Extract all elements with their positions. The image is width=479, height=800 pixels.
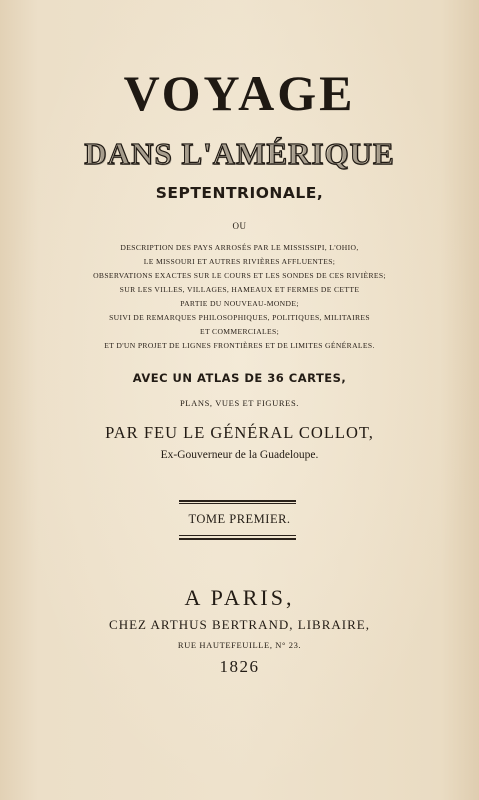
imprint-year: 1826	[219, 657, 260, 676]
imprint-publisher: CHEZ ARTHUS BERTRAND, LIBRAIRE,	[109, 617, 370, 632]
author-name: PAR FEU LE GÉNÉRAL COLLOT,	[105, 423, 374, 442]
bottom-rule-thin	[179, 535, 296, 536]
description-line: LE MISSOURI ET AUTRES RIVIÈRES AFFLUENTES;	[143, 257, 336, 266]
description-line: PARTIE DU NOUVEAU-MONDE;	[180, 299, 299, 308]
description-line: SUIVI DE REMARQUES PHILOSOPHIQUES, POLITIQUES, MILITAIRES	[109, 313, 370, 322]
conjunction-ou: OU	[232, 221, 247, 231]
description-line: DESCRIPTION DES PAYS ARROSÉS PAR LE MISSISSIPI, L'OHIO,	[120, 243, 359, 252]
description-line: OBSERVATIONS EXACTES SUR LE COURS ET LES SONDES DE CES RIVIÈRES;	[93, 271, 386, 280]
atlas-note: AVEC UN ATLAS DE 36 CARTES,	[132, 371, 347, 385]
book-region: SEPTENTRIONALE,	[155, 184, 324, 202]
imprint-city: A PARIS,	[184, 585, 295, 610]
plans-note: PLANS, VUES ET FIGURES.	[179, 398, 300, 408]
imprint-address: RUE HAUTEFEUILLE, N° 23.	[177, 640, 302, 650]
author-title: Ex-Gouverneur de la Guadeloupe.	[160, 449, 319, 461]
description-line: ET COMMERCIALES;	[199, 327, 280, 336]
description-line: SUR LES VILLES, VILLAGES, HAMEAUX ET FERMES DE CETTE	[119, 285, 360, 294]
bottom-rule	[179, 538, 296, 540]
top-rule-thin	[179, 503, 296, 504]
top-rule	[179, 500, 296, 502]
description-line: ET D'UN PROJET DE LIGNES FRONTIÈRES ET DE LIMITES GÉNÉRALES.	[104, 341, 375, 350]
book-title: VOYAGE	[123, 65, 356, 121]
volume-label: TOME PREMIER.	[188, 512, 291, 526]
book-subtitle: DANS L'AMÉRIQUE	[84, 136, 395, 171]
